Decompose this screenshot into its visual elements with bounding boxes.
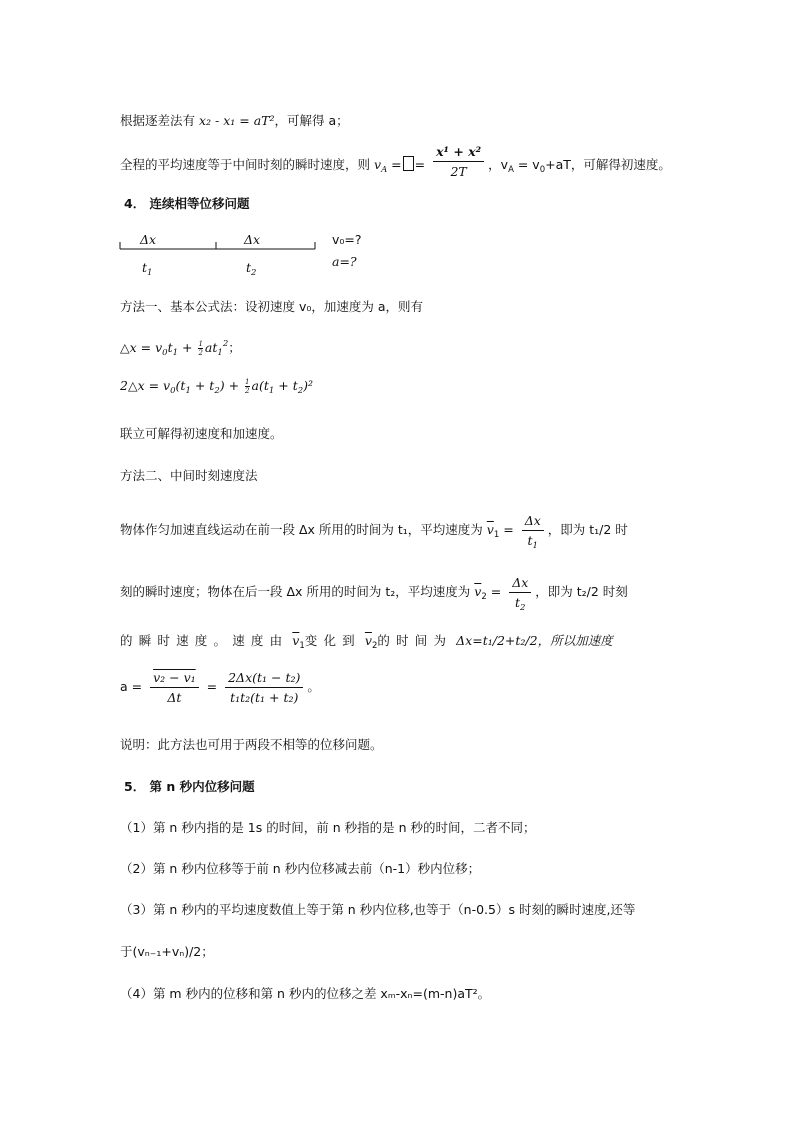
method-2: 方法二、中间时刻速度法 [120,468,258,483]
fraction-v2: $\frac{\Delta x}{t_2}$ [509,575,531,613]
heading-5: 5． 第 n 秒内位移问题 [124,779,255,794]
para-method2-b: 刻的瞬时速度；物体在后一段 Δx 所用的时间为 t₂，平均速度为 $\overline{v}_2$ = $\frac{\Delta x}{t_2}$ ，即为 t₂/2 时刻 [120,575,628,613]
item-1: （1）第 n 秒内指的是 1s 的时间，前 n 秒指的是 n 秒的时间，二者不同； [120,820,536,835]
fraction-v1: $\frac{\Delta x}{t_1}$ [522,513,544,551]
diagram-dx2: Δx [244,232,261,247]
para-average-velocity: 全程的平均速度等于中间时刻的瞬时速度，则 $v_A$ = = $\frac{\text{x¹ + x²}}{2T}$ ，$v_A = v_0+aT$，可解得初速度。 [120,144,671,179]
fraction-accel-2: $\frac{\text{2Δx(t₁ − t₂)}}{\text{t₁t₂(t₁ + t₂)}}$ [225,670,303,705]
diagram-v0: v₀=? [332,232,362,247]
va-symbol: $v_A$ [374,157,388,175]
para-method2-c: 的瞬时速度。速度由 $\overline{v}_1$变化到 $\overline{v}_2$的时间为 Δx=t₁/2+t₂/2，所以加速度 [120,633,613,651]
equation-2: 2△x = $v_0(t_1 + t_2)$ + $\frac{1}{2}$ $a(t_1 + t_2)^2$ [120,378,314,396]
avg-velocity-fraction: $\frac{\text{x¹ + x²}}{2T}$ [433,144,484,179]
method-1: 方法一、基本公式法：设初速度 v₀，加速度为 a，则有 [120,299,424,314]
item-2: （2）第 n 秒内位移等于前 n 秒内位移减去前（n-1）秒内位移； [120,861,481,876]
diagram-a: a=? [332,254,357,269]
item-4: （4）第 m 秒内的位移和第 n 秒内的位移之差 xₘ-xₙ=(m-n)aT²。 [120,986,491,1001]
equation-1: △x = $v_0t_1$ + $\frac{1}{2}$ $at_1^2$； [120,339,241,358]
para-difference-method: 根据逐差法有 x₂ - x₁ = aT²，可解得 a； [120,113,349,128]
fraction-accel-1: $\frac{\text{v₂ − v₁}}{\Delta t}$ [150,670,199,705]
placeholder-box [403,156,414,171]
para-method2-d: a = $\frac{\text{v₂ − v₁}}{\Delta t}$ = $\frac{\text{2Δx(t₁ − t₂)}}{\text{t₁t₂(t₁ + t₂)}}$ 。 [120,670,320,705]
diagram-t1: $t_1$ [142,260,153,278]
para-method2-a: 物体作匀加速直线运动在前一段 Δx 所用的时间为 t₁，平均速度为 $\overline{v}_1$ = $\frac{\Delta x}{t_1}$ ，即为 t₁/2 时 [120,513,628,551]
diagram-t2: $t_2$ [246,260,257,278]
item-3a: （3）第 n 秒内的平均速度数值上等于第 n 秒内位移,也等于（n-0.5）s 时刻的瞬时速度,还等 [120,902,636,917]
item-3b: 于(vₙ₋₁+vₙ)/2； [120,944,214,959]
note: 说明：此方法也可用于两段不相等的位移问题。 [120,737,383,752]
solve-text: 联立可解得初速度和加速度。 [120,426,283,441]
diagram-dx1: Δx [140,232,157,247]
heading-4: 4． 连续相等位移问题 [124,196,250,211]
formula-difference: x₂ - x₁ = aT² [199,113,275,128]
